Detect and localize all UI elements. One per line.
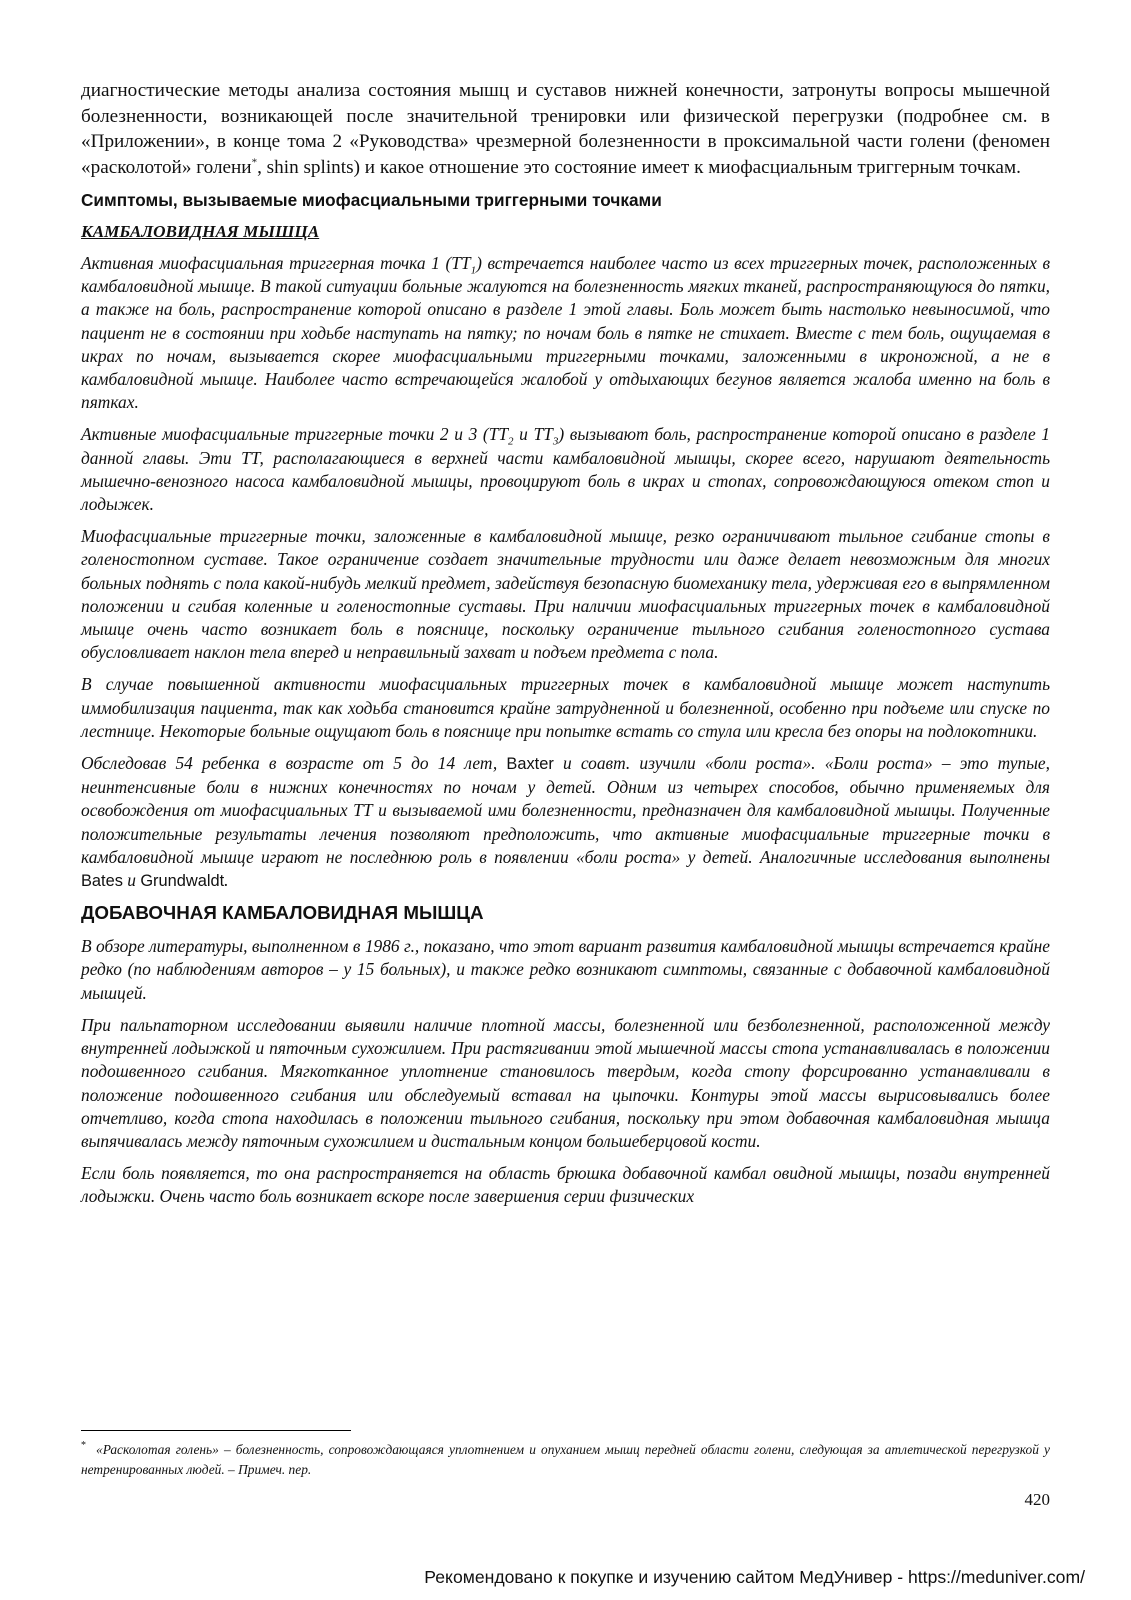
paragraph-pain-onset: Если боль появляется, то она распространяется на область брюшка добавочной камбал овидной мышцы, позади внутренней лодыжки. Очень часто боль возникает вскоре после завершения серии физических: [81, 1163, 1050, 1207]
subscript: 1: [470, 264, 477, 277]
text-run: и: [122, 870, 141, 891]
text-run: .: [224, 870, 229, 891]
subheading-soleus: КАМБАЛОВИДНАЯ МЫШЦА: [81, 222, 320, 241]
footnote-mark: *: [81, 1440, 86, 1451]
footnote-divider: [81, 1430, 351, 1431]
text-run: и ТТ: [513, 424, 553, 445]
text-run: Обследовав 54 ребенка в возрасте от 5 до 14 лет,: [81, 753, 507, 774]
paragraph-literature-review: В обзоре литературы, выполненном в 1986 г., показано, что этот вариант развития камбаловидной мышцы встречается крайне редко (по наблюдениям авторов – у 15 больных), и также редко возникают симптомы, связанные с добавочной камбаловидной мышцей.: [81, 936, 1050, 1003]
footnote-reference[interactable]: *: [251, 156, 258, 169]
text-run: ) вызывают боль, распространение которой описано в разделе 1 данной главы. Эти ТТ, располагающиеся в верхней части камбаловидной мышцы, скорее всего, нарушают деятельность мышечно-венозного насоса камбаловидной мышцы, провоцируют боль в икрах и стопах, сопровождающуюся отеком стоп и лодыжек.: [81, 424, 1051, 515]
intro-text-end: , shin splints) и какое отношение это состояние имеет к миофасциальным триггерным точкам.: [257, 156, 1021, 178]
promo-link[interactable]: Рекомендовано к покупке и изучению сайтом МедУнивер - https://meduniver.com/: [424, 1567, 1085, 1587]
paragraph-growing-pains: [81, 752, 1050, 893]
text-run: и соавт. изучили «боли роста». «Боли роста» – это тупые, неинтенсивные боли в нижних конечностях по ночам у детей. Одним из четырех способов, обычно применяемых для освобождения от миофасциальных ТТ и вызываемой ими болезненности, предназначен для камбаловидной мышцы. Полученные положительные результаты лечения позволяют предположить, что активные миофасциальные триггерные точки в камбаловидной мышце играют не последнюю роль в появлении «боли роста» у детей. Аналогичные исследования выполнены: [81, 753, 1050, 867]
text-run: ) встречается наиболее часто из всех триггерных точек, расположенных в камбаловидной мышце. В такой ситуации больные жалуются на болезненность мягких тканей, распространяющуюся до пятки, а также на боль, распространение которой описано в разделе 1 этой главы. Боль может быть настолько невыносимой, что пациент не в состоянии при ходьбе наступать на пятку; по ночам боль в пятке не стихает. Вместе с тем боль, ощущаемая в икрах по ночам, вызывается скорее миофасциальными триггерными точками, заложенными в икроножной, а не в камбаловидной мышце. Наиболее часто встречающейся жалобой у отдыхающих бегунов является жалоба именно на боль в пятках.: [81, 253, 1050, 413]
section-heading-accessory-soleus: ДОБАВОЧНАЯ КАМБАЛОВИДНАЯ МЫШЦА: [81, 902, 484, 924]
author-name: Bates: [81, 872, 123, 891]
page-body: [81, 78, 1050, 1218]
paragraph-tt2-tt3: [81, 423, 1050, 516]
text-run: Активные миофасциальные триггерные точки 2 и 3 (ТТ: [81, 424, 509, 445]
author-name: Baxter: [506, 755, 554, 774]
text-run: Активная миофасциальная триггерная точка 1 (ТТ: [81, 253, 471, 273]
author-name: Grundwaldt: [140, 872, 225, 891]
paragraph-immobilization: В случае повышенной активности миофасциальных триггерных точек в камбаловидной мышце может наступить иммобилизация пациента, так как ходьба становится крайне затрудненной и болезненной, особенно при подъеме или спуске по лестнице. Некоторые больные ощущают боль в пояснице при попытке встать со стула или кресла без опоры на подлокотники.: [81, 674, 1050, 741]
intro-paragraph: [81, 78, 1050, 180]
paragraph-dorsiflexion: Миофасциальные триггерные точки, заложенные в камбаловидной мышце, резко ограничивают тыльное сгибание стопы в голеностопном суставе. Такое ограничение создает значительные трудности или даже делает невозможным для многих больных поднять с пола какой-нибудь мелкий предмет, задействуя безопасную биомеханику тела, удерживая его в выпрямленном положении и сгибая коленные и голеностопные суставы. При наличии миофасциальных триггерных точек в камбаловидной мышце очень часто возникает боль в пояснице, поскольку ограничение тыльного сгибания голеностопного сустава обусловливает наклон тела вперед и неправильный захват и подъем предмета с пола.: [81, 526, 1050, 663]
paragraph-palpation: При пальпаторном исследовании выявили наличие плотной массы, болезненной или безболезненной, расположенной между внутренней лодыжкой и пяточным сухожилием. При растягивании этой мышечной массы стопа устанавливалась в положении подошвенного сгибания. Мягкотканное уплотнение становилось твердым, когда стопу форсированно устанавливали в положение подошвенного сгибания или обследуемый вставал на цыпочки. Контуры этой массы вырисовывались более отчетливо, когда стопа находилась в положении тыльного сгибания, поскольку при этом добавочная камбаловидная мышца выпячивалась между пяточным сухожилием и дистальным концом большеберцовой кости.: [81, 1014, 1050, 1151]
footnote-text: «Расколотая голень» – болезненность, сопровождающаяся уплотнением и опуханием мышц передней области голени, следующая за атлетической перегрузкой у нетренированных людей. – Примеч. пер.: [81, 1442, 1050, 1477]
intro-text: диагностические методы анализа состояния мышц и суставов нижней конечности, затронуты вопросы мышечной болезненности, возникающей после значительной тренировки или физической перегрузки (подробнее см. в «Приложении», в конце тома 2 «Руководства» чрезмерной болезненности в проксимальной части голени (феномен «расколотой» голени: [81, 80, 1050, 178]
subscript: 2: [508, 435, 514, 448]
paragraph-tt1: [81, 252, 1050, 414]
section-heading-symptoms: Симптомы, вызываемые миофасциальными триггерными точками: [81, 190, 662, 210]
footnote: [81, 1436, 1050, 1479]
page-number: 420: [1024, 1490, 1050, 1509]
subscript: 3: [552, 435, 559, 448]
